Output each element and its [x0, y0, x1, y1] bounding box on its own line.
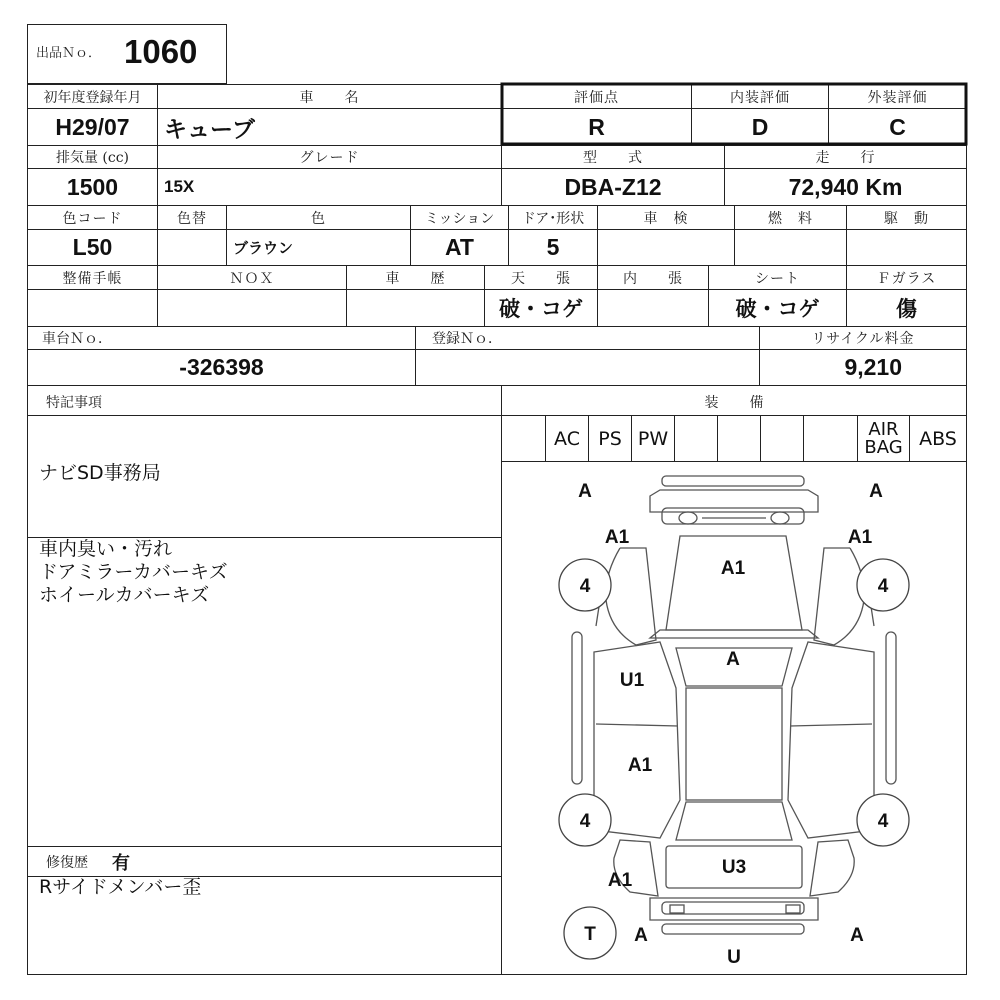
chassis-no-label: 車台Ｎｏ． [42, 331, 112, 347]
service-book-label: 整備手帳 [62, 270, 123, 287]
notes-top: ナビSD事務局 [39, 462, 161, 484]
interior-trim-label: 内 張 [623, 270, 683, 287]
equipment-item-ac: AC [554, 427, 580, 450]
chassis-no-value: -326398 [179, 354, 264, 380]
displacement-value: 1500 [66, 173, 119, 200]
first-reg-value: H29/07 [55, 113, 130, 140]
exterior-grade-value: C [889, 113, 906, 140]
interior-grade-label: 内装評価 [730, 89, 790, 106]
mark-rear-bumper: U [727, 947, 741, 968]
headliner-label: 天 張 [511, 270, 571, 287]
equipment-item-blank-4 [761, 416, 803, 461]
interior-trim-value [598, 290, 708, 326]
grade-label: グレード [299, 150, 360, 166]
mark-left-rear-quarter: A1 [607, 870, 633, 891]
mark-rear-right-corner: A [850, 925, 864, 946]
exterior-grade-label: 外装評価 [867, 89, 928, 106]
equipment-item-abs: ABS [919, 427, 957, 450]
mark-wheel-rr: 4 [877, 811, 889, 832]
mark-back-door: U3 [721, 857, 747, 878]
reg-no-value [416, 350, 759, 385]
mark-wheel-fl: 4 [579, 576, 591, 597]
lot-label: 出品Ｎｏ． [36, 45, 102, 61]
grade-value: 15X [164, 177, 195, 196]
car-name-value: キューブ [164, 115, 255, 142]
equipment-item-blank-5 [804, 416, 857, 461]
score-label: 評価点 [574, 89, 619, 106]
lot-number: 1060 [124, 33, 198, 70]
mark-wheel-rl: 4 [579, 811, 591, 832]
first-reg-label: 初年度登録年月 [43, 89, 142, 106]
nox-label: ＮＯＸ [229, 270, 275, 287]
mileage-label: 走 行 [815, 150, 876, 166]
displacement-label: 排気量 (cc) [55, 150, 130, 166]
nox-value [158, 290, 346, 326]
mileage-value: 72,940 Km [788, 173, 903, 200]
f-glass-label: Ｆガラス [876, 270, 937, 287]
drive-label: 駆 動 [884, 210, 929, 227]
headliner-value: 破・コゲ [499, 298, 583, 321]
transmission-value: AT [445, 234, 474, 260]
drive-value [847, 230, 966, 265]
transmission-label: ミッション [424, 210, 495, 227]
mark-wheel-fr: 4 [877, 576, 889, 597]
mark-front-right-corner: A [869, 481, 883, 502]
mark-front-left-corner: A [578, 481, 592, 502]
service-book-value [28, 290, 157, 326]
car-name-label: 車 名 [299, 89, 360, 106]
mark-windshield: A [726, 649, 740, 670]
color-label: 色 [311, 210, 326, 227]
doors-shape-value: 5 [546, 234, 560, 260]
model-value: DBA-Z12 [564, 173, 662, 200]
mark-rear-left-corner: A [634, 925, 648, 946]
notes-middle: 車内臭い・汚れ ドアミラーカバーキズ ホイールカバーキズ [39, 538, 228, 606]
f-glass-value: 傷 [896, 298, 917, 321]
seat-value: 破・コゲ [735, 298, 820, 321]
color-code-label: 色コード [62, 210, 123, 227]
reg-no-label: 登録Ｎｏ． [432, 331, 502, 347]
seat-label: シート [755, 270, 800, 287]
fuel-value [735, 230, 846, 265]
color-code-value: L50 [72, 234, 113, 260]
equipment-item-pw: PW [637, 427, 669, 450]
color-change-value [158, 230, 226, 265]
mark-left-front-fender: A1 [604, 527, 630, 548]
inspection-label: 車 検 [643, 210, 689, 227]
inspection-value [598, 230, 734, 265]
notes-repair: Rサイドメンバー歪 [39, 876, 202, 898]
mark-hood: A1 [720, 558, 746, 579]
mark-right-front-fender: A1 [847, 527, 873, 548]
mark-spare: T [584, 924, 596, 945]
equipment-item-ps: PS [598, 427, 622, 450]
history-value [347, 290, 484, 326]
equipment-label: 装 備 [704, 395, 765, 411]
color-value: ブラウン [233, 240, 294, 257]
color-change-label: 色替 [177, 210, 207, 227]
mark-left-rear-door: A1 [627, 755, 653, 776]
equipment-item-blank-2 [675, 416, 717, 461]
equipment-item-blank-1 [502, 416, 545, 461]
notes-label: 特記事項 [46, 395, 102, 411]
equipment-item-blank-3 [718, 416, 760, 461]
score-value: R [588, 113, 605, 140]
repair-history-value: 有 [112, 853, 130, 874]
interior-grade-value: D [751, 113, 769, 140]
recycle-fee-label: リサイクル料金 [811, 331, 915, 347]
doors-shape-label: ドア･形状 [521, 210, 585, 227]
mark-left-front-door: U1 [619, 670, 645, 691]
recycle-fee-value: 9,210 [844, 354, 902, 380]
equipment-item-airbag: AIR BAG [864, 418, 903, 458]
model-label: 型 式 [583, 150, 643, 166]
car-damage-diagram [502, 462, 966, 974]
fuel-label: 燃 料 [768, 210, 813, 227]
repair-history-label: 修復歴 [46, 855, 88, 871]
history-label: 車 歴 [385, 270, 446, 287]
